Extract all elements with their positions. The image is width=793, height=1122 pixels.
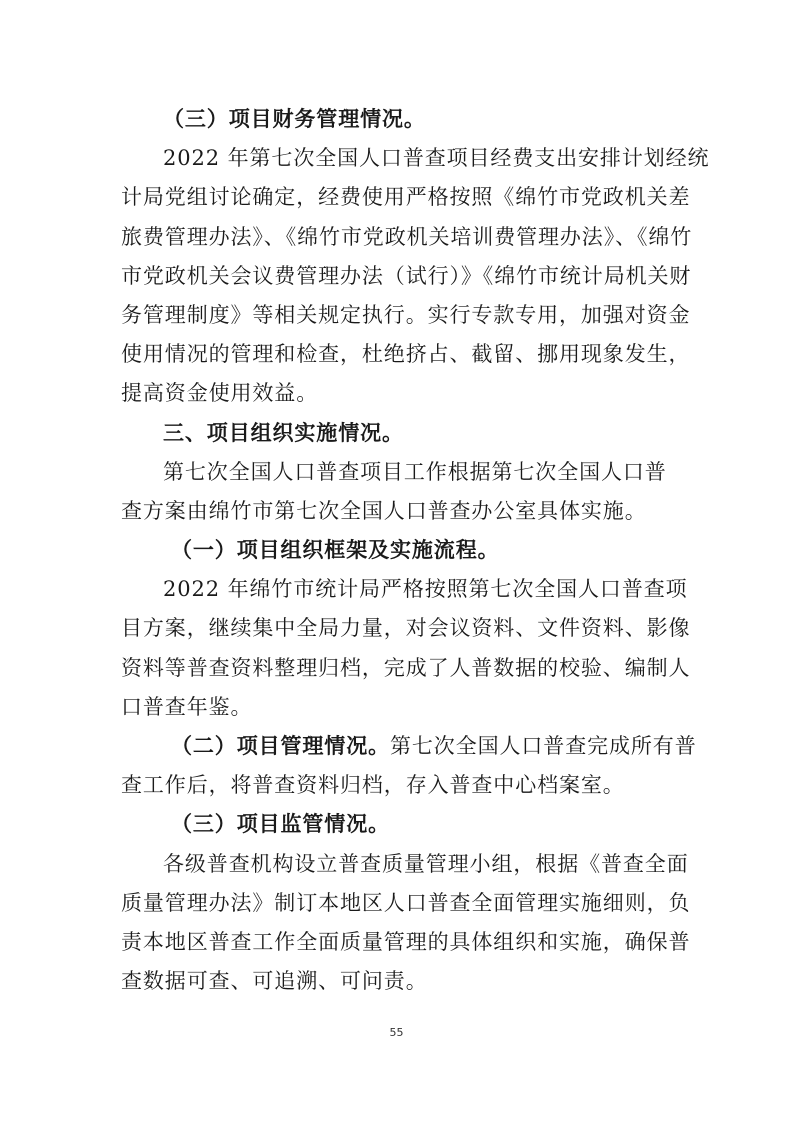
- finance-line-6: 使用情况的管理和检查，杜绝挤占、截留、挪用现象发生，: [121, 342, 691, 367]
- part3-heading: 三、项目组织实施情况。: [163, 420, 404, 445]
- sub1-line-3: 资料等普查资料整理归档，完成了人普数据的校验、编制人: [121, 655, 691, 680]
- page-content: [121, 100, 710, 1001]
- finance-line-5: 务管理制度》等相关规定执行。实行专款专用，加强对资金: [121, 302, 691, 327]
- sub3-line-2: 质量管理办法》制订本地区人口普查全面管理实施细则，负: [121, 890, 691, 915]
- sub2-line-2: 查工作后，将普查资料归档，存入普查中心档案室。: [121, 773, 625, 798]
- sub1-line-4: 口普查年鉴。: [121, 694, 253, 719]
- sub3-line-3: 责本地区普查工作全面质量管理的具体组织和实施，确保普: [121, 929, 691, 954]
- finance-heading: （三）项目财务管理情况。: [163, 107, 426, 131]
- part3-intro-line-2: 查方案由绵竹市第七次全国人口普查办公室具体实施。: [121, 498, 647, 523]
- sub2-heading: （二）项目管理情况。: [171, 734, 390, 758]
- page-number: 55: [389, 1026, 404, 1039]
- sub1-line-2: 目方案，继续集中全局力量，对会议资料、文件资料、影像: [121, 616, 691, 641]
- finance-line-1: 2022 年第七次全国人口普查项目经费支出安排计划经统: [163, 146, 710, 171]
- sub1-line-1: 2022 年绵竹市统计局严格按照第七次全国人口普查项: [163, 577, 688, 602]
- finance-line-2: 计局党组讨论确定，经费使用严格按照《绵竹市党政机关差: [121, 185, 691, 210]
- sub3-line-4: 查数据可查、可追溯、可问责。: [121, 969, 428, 994]
- part3-intro-line-1: 第七次全国人口普查项目工作根据第七次全国人口普: [163, 459, 667, 484]
- finance-line-4: 市党政机关会议费管理办法（试行）》《绵竹市统计局机关财: [121, 263, 692, 288]
- sub3-line-1: 各级普查机构设立普查质量管理小组，根据《普查全面: [163, 851, 689, 876]
- finance-line-3: 旅费管理办法》、《绵竹市党政机关培训费管理办法》、《绵竹: [121, 224, 693, 249]
- sub1-heading: （一）项目组织框架及实施流程。: [171, 538, 500, 563]
- sub2-first-line-text: 第七次全国人口普查完成所有普: [390, 734, 697, 758]
- finance-line-7: 提高资金使用效益。: [121, 381, 319, 406]
- sub3-heading: （三）项目监管情况。: [171, 812, 390, 837]
- sub2-first-line: [171, 727, 697, 766]
